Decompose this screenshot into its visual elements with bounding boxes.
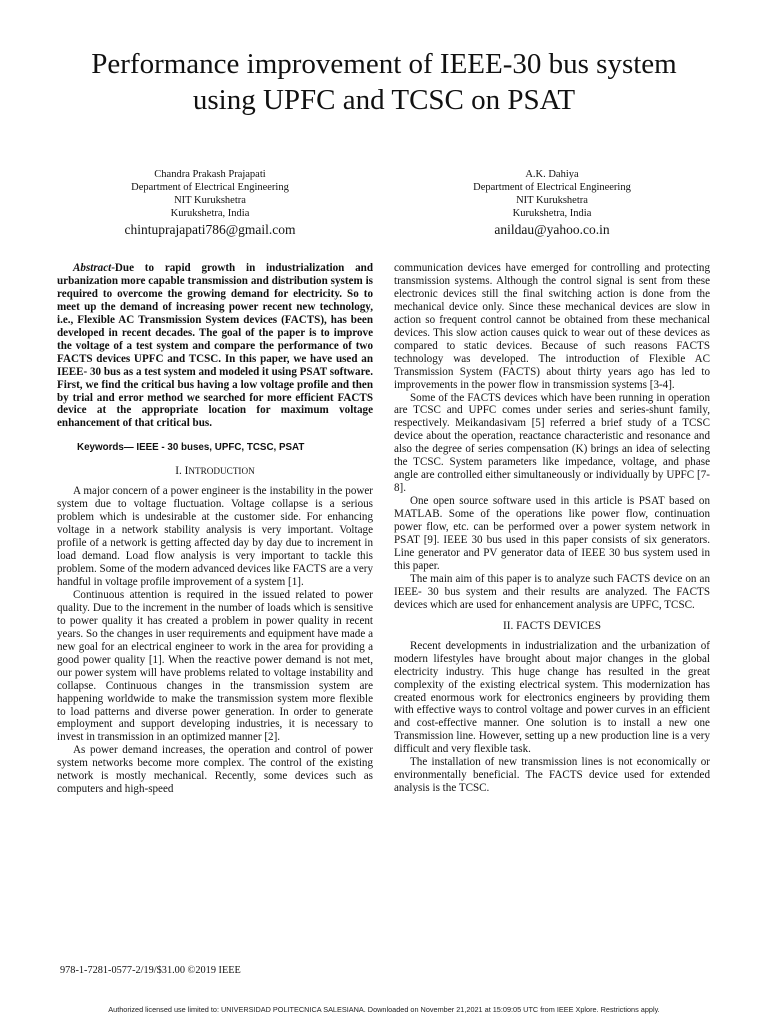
paragraph: Recent developments in industrialization and the urbanization of modern lifestyles have brought about major changes in the global electricity industry. This huge change has resulted in the great complexity of the existing electrical system. This modernization has created enormous work for electronics engineers by providing them with effective ways to control voltage and power curves in an efficient and cost-effective manner. One solution is to install a new one Transmission line. However, setting up a new production line is a very difficult and very flexible task. bbox=[394, 639, 710, 756]
copyright-notice: 978-1-7281-0577-2/19/$31.00 ©2019 IEEE bbox=[60, 965, 241, 976]
paper-title bbox=[40, 46, 728, 118]
section-heading-facts-devices: II. FACTS DEVICES bbox=[502, 619, 601, 632]
abstract-label: Abstract bbox=[73, 262, 112, 274]
author-location: Kurukshetra, India bbox=[512, 208, 592, 219]
paragraph: A major concern of a power engineer is the instability in the power system due to voltage fluctuation. Voltage collapse is a serious problem which is undesirable at the customer side. For enhancing voltage in a network stability analysis is very important. Voltage profile of a network is getting affected day by day due to increment in load demand. Load flow analysis is very important to tackle this problem. Some of the modern advanced devices like FACTS are a very handful in voltage profile improvement of a system [1]. bbox=[57, 485, 373, 588]
left-column bbox=[57, 262, 373, 796]
keywords: Keywords— IEEE - 30 buses, UPFC, TCSC, PSAT bbox=[77, 442, 305, 454]
author-name: Chandra Prakash Prajapati bbox=[154, 169, 266, 180]
section-heading-introduction: I. INTRODUCTION bbox=[175, 465, 255, 478]
author-block-2 bbox=[402, 168, 702, 238]
author-department: Department of Electrical Engineering bbox=[131, 182, 289, 193]
abstract bbox=[57, 262, 373, 430]
title-line-2: using UPFC and TCSC on PSAT bbox=[192, 84, 576, 116]
author-name: A.K. Dahiya bbox=[525, 169, 579, 180]
paragraph: The main aim of this paper is to analyze such FACTS device on an IEEE- 30 bus system and their results are analyzed. The FACTS devices which are used for enhancement analysis are UPFC, TCSC. bbox=[394, 572, 710, 611]
title-line-1: Performance improvement of IEEE-30 bus system bbox=[91, 48, 677, 80]
paragraph: communication devices have emerged for controlling and protecting transmission systems. Although the control signal is sent from these electronic devices still the final switching action is done from the mechanical device only. Since these mechanical devices are slow in action so frequent control cannot be obtained from these mechanical devices. This slow action causes quick to wear out of these devices as compared to static devices. Because of such reasons FACTS technology was developed. The introduction of Flexible AC Transmission System (FACTS) about thirty years ago has led to improvements in the power flow in transmission systems [3-4]. bbox=[394, 262, 710, 391]
abstract-text: -Due to rapid growth in industrialization and urbanization more capable transmission and distribution system is required to overcome the growing demand for electricity. So to meet up the demand of increasing power recent new technology, i.e., Flexible AC Transmission System devices (FACTS), has been developed in recent decades. The goal of the paper is to improve the voltage of a test system and compare the performance of two FACTS devices UPFC and TCSC. In this paper, we have used an IEEE- 30 bus as a test system and modeled it using PSAT software. First, we find the critical bus having a low voltage profile and then by trial and error method we searched for more efficient FACTS device at the appropriate location for maximum voltage enhancement of that critical bus. bbox=[57, 262, 373, 430]
author-block-1 bbox=[60, 168, 360, 238]
license-footer: Authorized licensed use limited to: UNIVERSIDAD POLITECNICA SALESIANA. Downloaded on November 21,2021 at 15:09:05 UTC from IEEE Xplore. Restrictions apply. bbox=[108, 1005, 660, 1014]
author-department: Department of Electrical Engineering bbox=[473, 182, 631, 193]
paragraph: The installation of new transmission lines is not economically or environmentally beneficial. The FACTS device used for extended analysis is the TCSC. bbox=[394, 756, 710, 795]
author-location: Kurukshetra, India bbox=[170, 208, 250, 219]
paragraph: Continuous attention is required in the issued related to power quality. Due to the increment in the number of loads which is sensitive to power quality it has created a problem in power quality in recent years. So the changes in user requirements and equipment have made a new goal for an electrical engineer to work in the area for providing a good power quality [1]. When the reactive power demand is not met, our power system will have problems related to voltage instability and collapse. Continuous changes in the transmission system are happening worldwide to make the transmission system more flexible to load patterns and diverse power generation. In order to generate employment and support developing industries, it is necessary to invest in transmission in an optimized manner [2]. bbox=[57, 588, 373, 744]
paragraph: One open source software used in this article is PSAT based on MATLAB. Some of the operations like power flow, continuation power flow, etc. can be performed over a power system network in PSAT [9]. IEEE 30 bus used in this paper consists of six generators. Line generator and PV generator data of IEEE 30 bus system used in this paper. bbox=[394, 495, 710, 572]
author-email: anildau@yahoo.co.in bbox=[494, 222, 610, 237]
author-institution: NIT Kurukshetra bbox=[516, 195, 588, 206]
author-institution: NIT Kurukshetra bbox=[174, 195, 246, 206]
paragraph: As power demand increases, the operation and control of power system networks become more complex. The control of the existing network is mostly mechanical. Recently, some devices such as computers and high-speed bbox=[57, 744, 373, 796]
paragraph: Some of the FACTS devices which have been running in operation are TCSC and UPFC comes under series and series-shunt family, respectively. Meikandasivam [5] referred a brief study of a TCSC device about the operation, reactance characteristic and resonance and also the degree of series compensation (K) brings an idea of selecting the TCSC. System parameters like impedance, voltage, and phase angle are controlled either simultaneously or individually by UPFC [7-8]. bbox=[394, 391, 710, 495]
author-email: chintuprajapati786@gmail.com bbox=[124, 222, 296, 237]
right-column bbox=[394, 262, 710, 795]
